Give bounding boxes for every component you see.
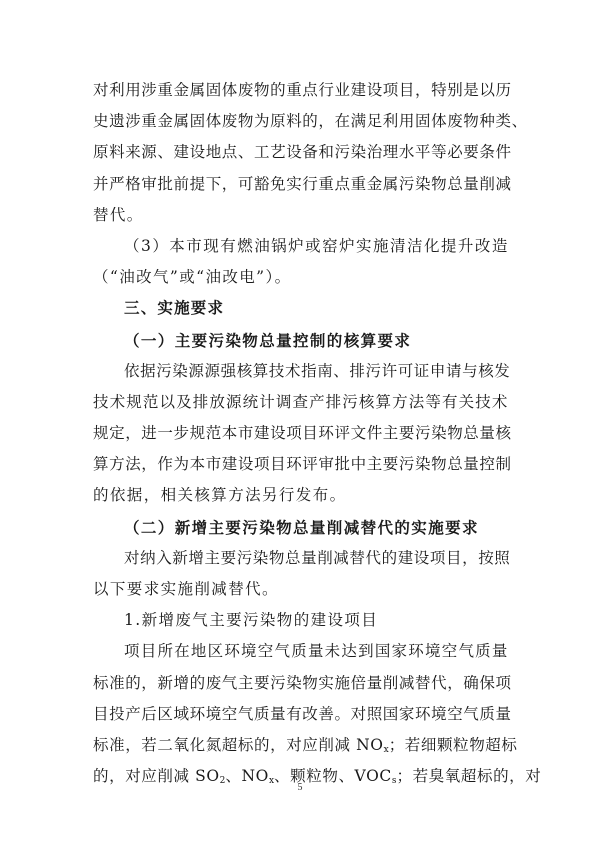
paragraph-line: 对纳入新增主要污染物总量削减替代的建设项目，按照 bbox=[124, 548, 511, 567]
line-text: 标准，若二氧化氮超标的，对应削减 NO bbox=[93, 735, 384, 754]
paragraph-line: 目投产后区域环境空气质量有改善。对照国家环境空气质量 bbox=[93, 704, 512, 723]
page-number: 5 bbox=[297, 782, 303, 793]
subsection-heading: （二）新增主要污染物总量削减替代的实施要求 bbox=[124, 517, 479, 537]
subscript: x bbox=[383, 744, 389, 755]
subscript: s bbox=[391, 776, 397, 787]
paragraph-line: 替代。 bbox=[93, 205, 144, 224]
paragraph-line: 史遗涉重金属固体废物为原料的，在满足利用固体废物种类、 bbox=[93, 112, 528, 131]
subsection-heading: （一）主要污染物总量控制的核算要求 bbox=[124, 330, 412, 350]
paragraph-line: 算方法，作为本市建设项目环评审批中主要污染物总量控制 bbox=[93, 455, 512, 474]
subscript: x bbox=[268, 776, 275, 787]
paragraph-line bbox=[93, 730, 518, 761]
line-text: ；若臭氧超标的，对 bbox=[396, 767, 542, 786]
item-heading: 1.新增废气主要污染物的建设项目 bbox=[124, 611, 379, 630]
paragraph-line: 原料来源、建设地点、工艺设备和污染治理水平等必要条件 bbox=[93, 143, 512, 162]
paragraph-line: 对利用涉重金属固体废物的重点行业建设项目，特别是以历 bbox=[93, 81, 512, 99]
section-heading: 三、实施要求 bbox=[124, 299, 225, 318]
subscript: 2 bbox=[219, 776, 226, 787]
paragraph-line: 并严格审批前提下，可豁免实行重点重金属污染物总量削减 bbox=[93, 174, 512, 193]
line-text: 、NO bbox=[225, 767, 269, 786]
line-text: ；若细颗粒物超标 bbox=[388, 735, 518, 754]
paragraph-line: 依据污染源源强核算技术指南、排污许可证申请与核发 bbox=[124, 361, 511, 380]
line-text: 的，对应削减 SO bbox=[93, 767, 220, 786]
paragraph-line: 标准的，新增的废气主要污染物实施倍量削减替代，确保项 bbox=[93, 673, 512, 692]
paragraph-line: （“油改气”或“油改电”）。 bbox=[93, 268, 292, 287]
paragraph-line: （3）本市现有燃油锅炉或窑炉实施清洁化提升改造 bbox=[124, 236, 508, 255]
body-text bbox=[93, 75, 542, 792]
paragraph-line: 规定，进一步规范本市建设项目环评文件主要污染物总量核 bbox=[93, 424, 512, 443]
paragraph-line: 技术规范以及排放源统计调查产排污核算方法等有关技术 bbox=[93, 392, 508, 411]
paragraph-line: 的依据，相关核算方法另行发布。 bbox=[93, 486, 347, 505]
line-text: 、颗粒物、VOC bbox=[274, 767, 392, 786]
paragraph-line: 以下要求实施削减替代。 bbox=[93, 580, 279, 598]
paragraph-line: 项目所在地区环境空气质量未达到国家环境空气质量 bbox=[124, 642, 508, 661]
